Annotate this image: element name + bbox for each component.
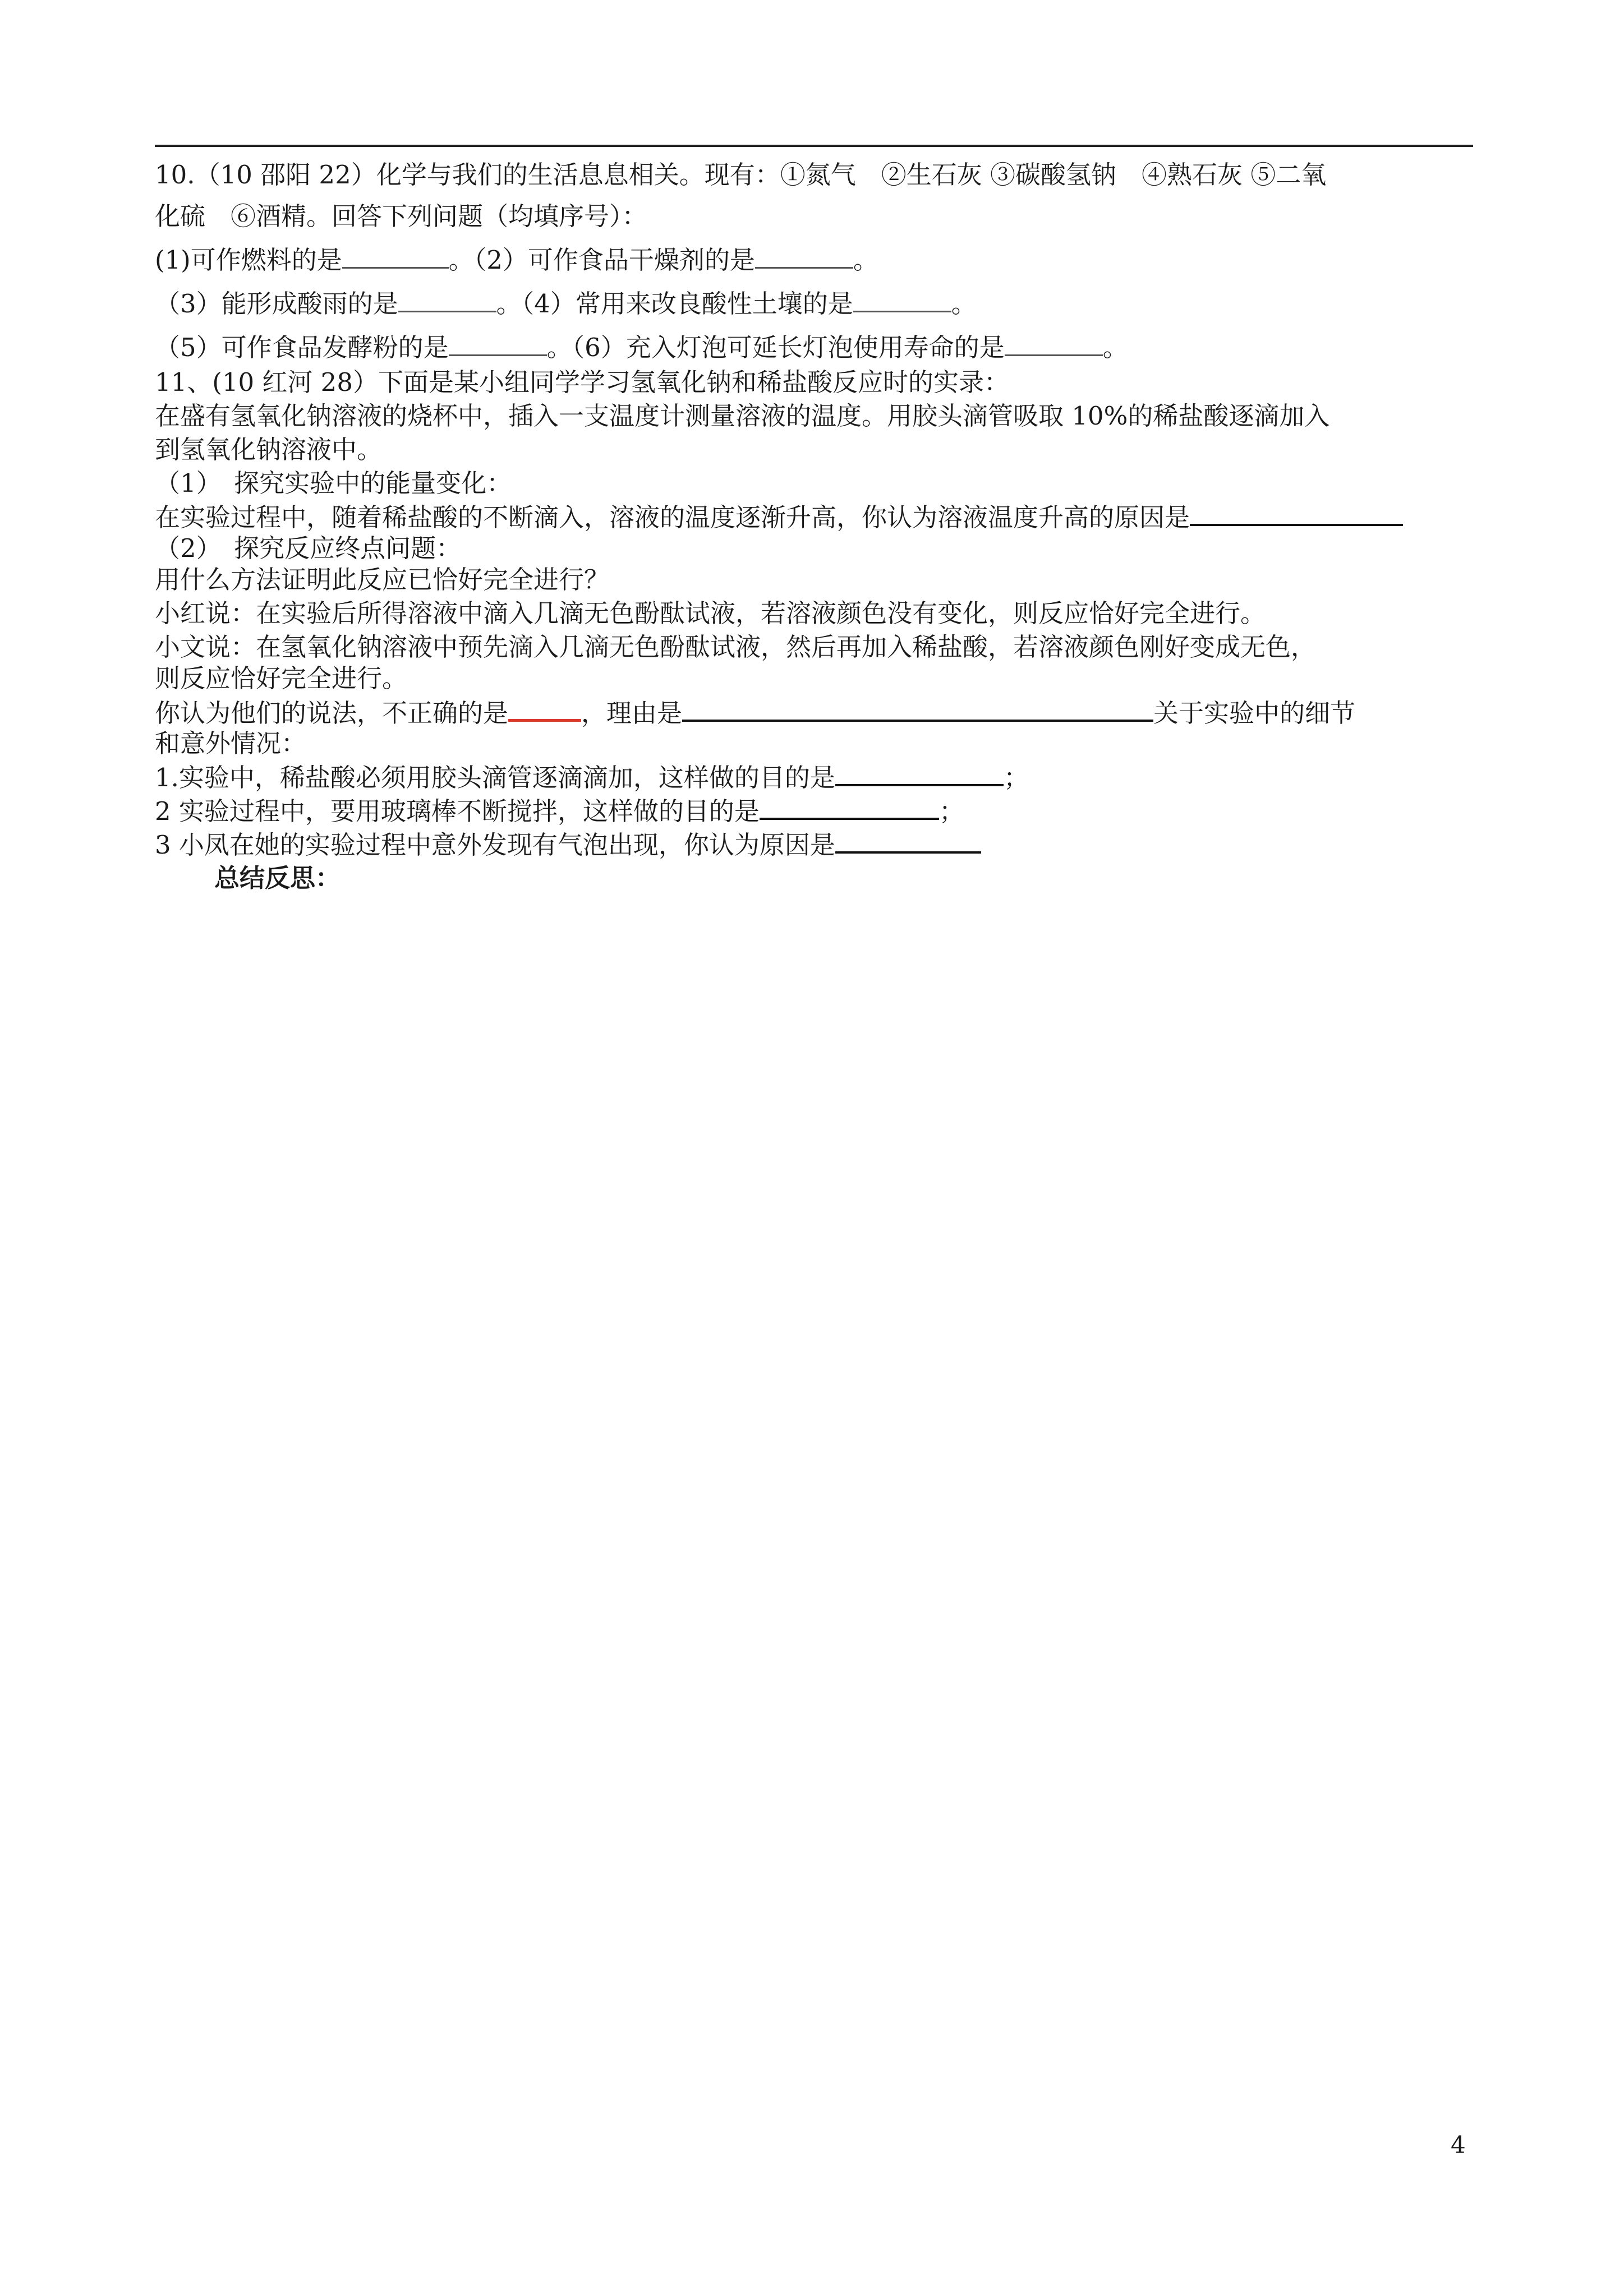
- q11-line-1: [155, 366, 1009, 399]
- q11-text-12: 和意外情况：: [155, 729, 307, 758]
- q11-line-14: [155, 794, 964, 828]
- q11-text-5: 在实验过程中，随着稀盐酸的不断滴入，溶液的温度逐渐升高，你认为溶液温度升高的原因是: [155, 502, 1190, 532]
- summary-heading: [214, 861, 341, 895]
- q11-detail-1-text: 1.实验中，稀盐酸必须用胶头滴管逐滴滴加，这样做的目的是: [155, 763, 835, 792]
- q11-line-13: [155, 760, 1029, 795]
- q10-item-5-label: （5）可作食品发酵粉的是: [155, 333, 449, 362]
- q11-text-10: 则反应恰好完全进行。: [155, 663, 408, 693]
- q11-part-2-heading: （2） 探究反应终点问题：: [155, 533, 462, 563]
- q10-line-1: [155, 158, 1326, 192]
- q10-blank-4[interactable]: [853, 287, 951, 312]
- q11-line-7: [155, 563, 609, 597]
- q11-line-8: [155, 597, 1266, 630]
- q11-line-10: [155, 662, 407, 695]
- q11-line-2: [155, 399, 1329, 433]
- q11-line-5: [155, 500, 1403, 534]
- q11-detail-2-text: 2 实验过程中，要用玻璃棒不断搅拌，这样做的目的是: [155, 796, 760, 826]
- q11-text-8: 小红说：在实验后所得溶液中滴入几滴无色酚酞试液，若溶液颜色没有变化，则反应恰好完全进行。: [155, 598, 1266, 628]
- q10-blank-1[interactable]: [342, 243, 449, 269]
- q11-detail-3-text: 3 小凤在她的实验过程中意外发现有气泡出现，你认为原因是: [155, 830, 835, 860]
- q11-blank-detail-2[interactable]: [760, 794, 939, 820]
- q10-blank-5[interactable]: [449, 331, 547, 356]
- q11-line-3: [155, 433, 382, 467]
- q11-part-1-heading: （1） 探究实验中的能量变化：: [155, 468, 512, 498]
- q11-line-11: [155, 695, 1355, 730]
- q11-text-11a: 你认为他们的说法，不正确的是: [155, 698, 509, 728]
- q10-line-4: [155, 287, 977, 321]
- q11-blank-detail-1[interactable]: [835, 760, 1004, 786]
- q11-line-12: [155, 727, 306, 760]
- q10-punct-3: 。: [1102, 333, 1128, 362]
- q10-line-3: [155, 243, 878, 277]
- page-number: 4: [1451, 2131, 1466, 2159]
- q11-text-9: 小文说：在氢氧化钠溶液中预先滴入几滴无色酚酞试液，然后再加入稀盐酸，若溶液颜色刚好变成无色，: [155, 632, 1317, 662]
- q11-text-11c: 关于实验中的细节: [1153, 698, 1356, 728]
- q10-line-5: [155, 331, 1128, 365]
- q11-blank-detail-3[interactable]: [835, 828, 981, 854]
- q11-detail-2-punct: ；: [938, 796, 964, 826]
- q11-blank-reason[interactable]: [1190, 500, 1403, 526]
- q10-text-2: 化硫 ⑥酒精。回答下列问题（均填序号）：: [155, 201, 647, 231]
- q10-item-6-label: 。（6）充入灯泡可延长灯泡使用寿命的是: [546, 333, 1005, 362]
- header-rule: [155, 145, 1473, 147]
- q11-text-3: 到氢氧化钠溶液中。: [155, 435, 383, 464]
- q10-blank-2[interactable]: [755, 243, 853, 269]
- q11-blank-incorrect[interactable]: [508, 695, 581, 722]
- q10-blank-3[interactable]: [398, 287, 496, 312]
- q11-line-9: [155, 630, 1316, 664]
- q10-item-4-label: 。（4）常用来改良酸性土壤的是: [496, 289, 853, 319]
- q10-item-3-label: （3）能形成酸雨的是: [155, 289, 398, 319]
- q10-punct-1: 。: [853, 245, 878, 275]
- summary-text: 总结反思：: [214, 863, 341, 893]
- q10-item-2-label: 。（2）可作食品干燥剂的是: [448, 245, 755, 275]
- q10-blank-6[interactable]: [1005, 331, 1103, 356]
- q10-punct-2: 。: [951, 289, 977, 319]
- q10-text-1: 10.（10 邵阳 22）化学与我们的生活息息相关。现有：①氮气 ②生石灰 ③碳酸氢钠 ④熟石灰 ⑤二氧: [155, 160, 1327, 190]
- q11-text-11b: ，理由是: [581, 698, 683, 728]
- q11-blank-explanation[interactable]: [682, 696, 1153, 722]
- q11-line-6: [155, 532, 461, 565]
- q10-line-2: [155, 200, 647, 233]
- q11-line-15: [155, 828, 981, 862]
- q10-item-1-label: (1)可作燃料的是: [155, 245, 342, 275]
- q11-text-2: 在盛有氢氧化钠溶液的烧杯中，插入一支温度计测量溶液的温度。用胶头滴管吸取 10%的稀盐酸逐滴加入: [155, 401, 1330, 431]
- q11-text-7: 用什么方法证明此反应已恰好完全进行？: [155, 565, 610, 594]
- q11-line-4: [155, 467, 512, 500]
- q11-detail-1-punct: ；: [1003, 763, 1029, 792]
- q11-text-1: 11、(10 红河 28）下面是某小组同学学习氢氧化钠和稀盐酸反应时的实录：: [155, 367, 1009, 397]
